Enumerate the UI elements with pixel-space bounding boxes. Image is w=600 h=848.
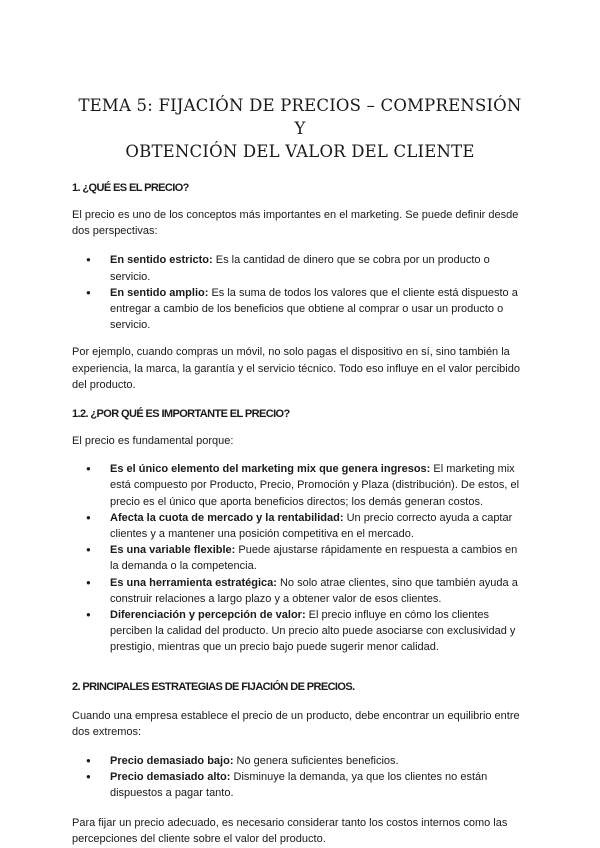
list-item-text: Es la cantidad de dinero que se cobra por un producto o servicio. bbox=[110, 254, 490, 283]
section-2-closing: Para fijar un precio adecuado, es necesario considerar tanto los costos internos como las percepciones del cliente sobre el valor del producto. bbox=[72, 816, 508, 845]
list-item-text: Un precio correcto ayuda a captar clientes y a mantener una posición competitiva en el mercado. bbox=[110, 511, 513, 541]
list-item bbox=[110, 575, 528, 607]
list-item-label: Es una variable flexible: bbox=[110, 544, 236, 557]
list-item-text: El marketing mix está compuesto por Producto, Precio, Promoción y Plaza (distribución). De estos, el precio es el único que aporta beneficios directos; los demás generan costos. bbox=[110, 463, 520, 508]
list-item bbox=[110, 769, 528, 801]
list-item-label: Diferenciación y percepción de valor: bbox=[110, 609, 306, 622]
section-1-2-list bbox=[72, 461, 528, 655]
list-item-label: Precio demasiado alto: bbox=[110, 771, 231, 784]
document-title bbox=[72, 0, 528, 163]
list-item-label: En sentido amplio: bbox=[110, 286, 209, 299]
section-1-intro: El precio es uno de los conceptos más importantes en el marketing. Se puede definir desde dos perspectivas: bbox=[72, 209, 519, 238]
section-2-heading: 2. PRINCIPALES ESTRATEGIAS DE FIJACIÓN DE PRECIOS. bbox=[72, 680, 355, 693]
list-item bbox=[110, 607, 528, 656]
list-item-text: No genera suficientes beneficios. bbox=[233, 755, 399, 768]
section-2-list bbox=[72, 753, 528, 802]
list-item bbox=[110, 285, 528, 334]
list-item bbox=[110, 510, 528, 542]
section-2-intro: Cuando una empresa establece el precio de un producto, debe encontrar un equilibrio entre dos extremos: bbox=[72, 709, 520, 738]
list-item-label: Es el único elemento del marketing mix que genera ingresos: bbox=[110, 463, 431, 476]
list-item-label: Precio demasiado bajo: bbox=[110, 755, 234, 768]
list-item-text: Puede ajustarse rápidamente en respuesta a cambios en la demanda o la competencia. bbox=[110, 544, 518, 573]
list-item-text: El precio influye en cómo los clientes perciben la calidad del producto. Un precio alto puede asociarse con exclusividad y prestigio, mientras que un precio bajo puede sugerir menor calidad. bbox=[110, 609, 516, 654]
title-line-2: OBTENCIÓN DEL VALOR DEL CLIENTE bbox=[125, 142, 475, 161]
list-item-text: Disminuye la demanda, ya que los clientes no están dispuestos a pagar tanto. bbox=[110, 771, 488, 800]
list-item-text: Es la suma de todos los valores que el cliente está dispuesto a entregar a cambio de los beneficios que obtiene al comprar o usar un producto o servicio. bbox=[110, 286, 518, 332]
list-item-label: Afecta la cuota de mercado y la rentabilidad: bbox=[110, 511, 344, 524]
list-item bbox=[110, 252, 528, 284]
list-item bbox=[110, 753, 528, 769]
list-item bbox=[110, 461, 528, 510]
list-item-label: En sentido estricto: bbox=[110, 254, 213, 267]
section-1-2-intro: El precio es fundamental porque: bbox=[72, 435, 234, 448]
title-line-1: TEMA 5: FIJACIÓN DE PRECIOS – COMPRENSIÓN Y bbox=[78, 96, 522, 138]
section-1-heading: 1. ¿QUÉ ES EL PRECIO? bbox=[72, 182, 189, 194]
list-item-label: Es una herramienta estratégica: bbox=[110, 576, 277, 589]
section-1-2-heading: 1.2. ¿POR QUÉ ES IMPORTANTE EL PRECIO? bbox=[72, 408, 290, 421]
section-1-list bbox=[72, 252, 528, 333]
list-item bbox=[110, 542, 528, 574]
section-1-example: Por ejemplo, cuando compras un móvil, no solo pagas el dispositivo en sí, sino también la experiencia, la marca, la garantía y el servicio técnico. Todo eso influye en el valor percibido del producto. bbox=[72, 346, 520, 391]
list-item-text: No solo atrae clientes, sino que también ayuda a construir relaciones a largo plazo y a obtener valor de esos clientes. bbox=[110, 576, 518, 605]
